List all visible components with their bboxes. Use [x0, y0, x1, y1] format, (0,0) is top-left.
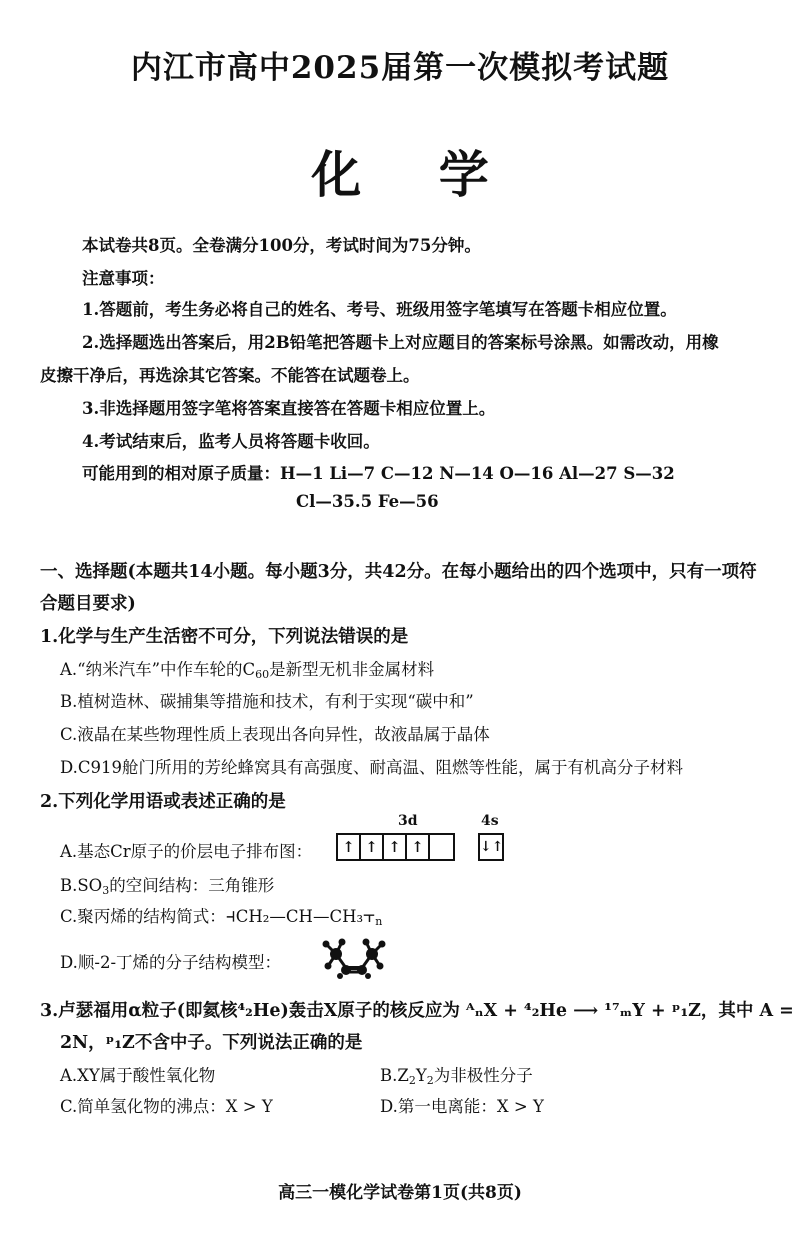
orbital-3d-label: 3d	[398, 813, 418, 829]
bracket-left-icon: ⫞	[225, 903, 236, 927]
question-2-option-c: C.聚丙烯的结构简式：$⫞CH_2—CH—CH_3⫟_n$	[60, 903, 383, 928]
question-3-option-d: D.第一电离能：X > Y	[380, 1097, 544, 1116]
atomic-masses-cont: Cl—35.5 Fe—56	[296, 492, 439, 511]
orbital-3d-boxes	[336, 833, 455, 861]
notice-item-2-cont: 皮擦干净后，再选涂其它答案。不能答在试题卷上。	[40, 366, 420, 385]
section-heading: 一、选择题(本题共14小题。每小题3分，共42分。在每小题给出的四个选项中，只有一项符	[40, 562, 757, 582]
orbital-diagram	[336, 813, 504, 861]
question-3-option-b: $B.Z_2Y_2$为非极性分子	[380, 1066, 533, 1087]
subject-title: 化 学	[311, 145, 519, 204]
question-3-stem-cont: 2N，ᵖ₁Z不含中子。下列说法正确的是	[60, 1033, 363, 1053]
question-2-option-d: D.顺-2-丁烯的分子结构模型：	[60, 953, 282, 972]
orbital-box	[430, 835, 451, 859]
notice-heading: 注意事项：	[82, 269, 165, 288]
bracket-right-icon: ⫟	[363, 903, 376, 927]
question-1-option-a: A.“纳米汽车”中作车轮的$C_{60}$是新型无机非金属材料	[60, 660, 435, 681]
question-3-stem: 3.卢瑟福用α粒子(即氦核⁴₂He)轰击X原子的核反应为 ᴬₙX + ⁴₂He ⟶ ¹⁷ₘY + ᵖ₁Z，其中 A =	[40, 1001, 794, 1021]
question-1-option-c: C.液晶在某些物理性质上表现出各向异性，故液晶属于晶体	[60, 725, 490, 744]
question-3-option-a: A.XY属于酸性氧化物	[60, 1066, 216, 1085]
exam-title: 内江市高中2025届第一次模拟考试题	[130, 50, 670, 86]
notice-item-4: 4.考试结束后，监考人员将答题卡收回。	[82, 432, 380, 451]
question-2-stem: 2.下列化学用语或表述正确的是	[40, 792, 286, 812]
orbital-4s-box: ↓↑	[478, 833, 504, 861]
question-1-option-b: B.植树造林、碳捕集等措施和技术，有利于实现“碳中和”	[60, 692, 474, 711]
butene-molecule-icon	[318, 934, 390, 980]
orbital-box: ↑	[384, 835, 407, 859]
atomic-masses: 可能用到的相对原子质量：H—1 Li—7 C—12 N—14 O—16 Al—27 S—32	[82, 464, 675, 483]
question-2-option-b: $B.SO_3$的空间结构：三角锥形	[60, 876, 275, 897]
notice-item-1: 1.答题前，考生务必将自己的姓名、考号、班级用签字笔填写在答题卡相应位置。	[82, 300, 677, 319]
notice-item-2: 2.选择题选出答案后，用2B铅笔把答题卡上对应题目的答案标号涂黑。如需改动，用橡	[82, 333, 719, 352]
orbital-box: ↑	[338, 835, 361, 859]
section-heading-cont: 合题目要求)	[40, 594, 136, 614]
orbital-4s-label: 4s	[481, 813, 499, 829]
page-footer: 高三一模化学试卷第1页(共8页)	[278, 1183, 522, 1203]
question-2-option-a: A.基态Cr原子的价层电子排布图：	[60, 842, 313, 861]
exam-info: 本试卷共8页。全卷满分100分，考试时间为75分钟。	[82, 236, 481, 255]
question-1-option-d: D.C919舱门所用的芳纶蜂窝具有高强度、耐高温、阻燃等性能，属于有机高分子材料	[60, 758, 684, 777]
question-1-stem: 1.化学与生产生活密不可分，下列说法错误的是	[40, 627, 409, 647]
orbital-box: ↑	[407, 835, 430, 859]
notice-item-3: 3.非选择题用签字笔将答案直接答在答题卡相应位置上。	[82, 399, 496, 418]
question-3-option-c: C.简单氢化物的沸点：X > Y	[60, 1097, 273, 1116]
orbital-box: ↑	[361, 835, 384, 859]
